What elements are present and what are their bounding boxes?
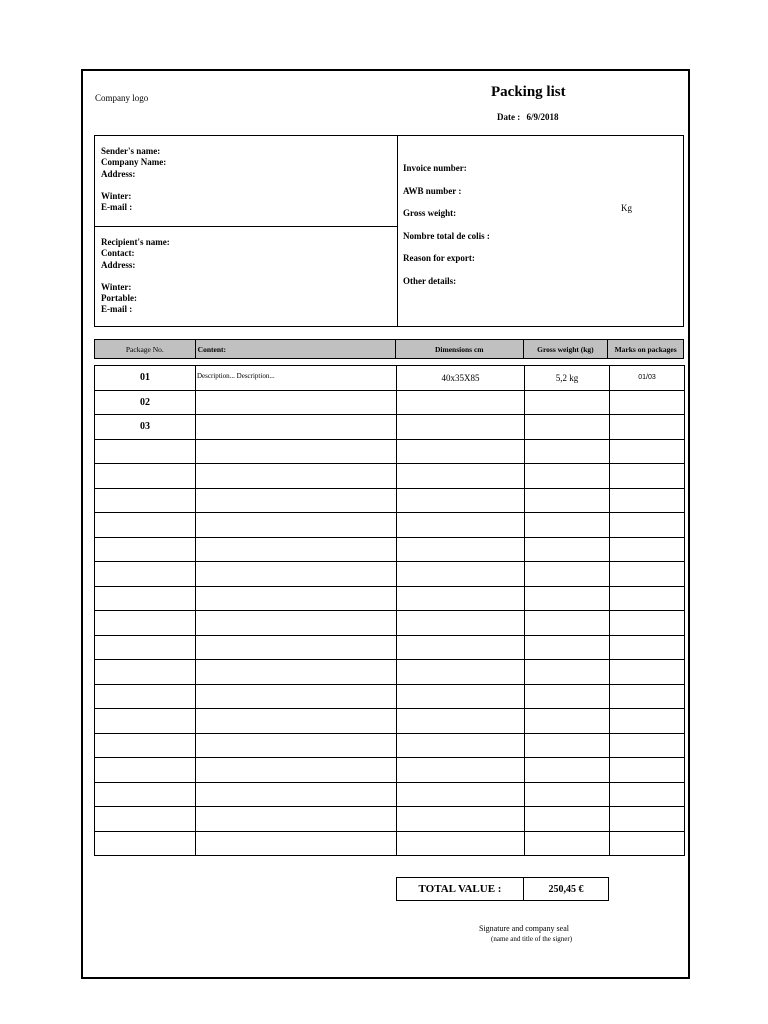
divider	[95, 226, 397, 227]
cell-dimensions	[397, 611, 525, 636]
cell-marks	[610, 807, 685, 832]
other-details-label: Other details:	[403, 275, 457, 286]
cell-content	[196, 660, 397, 685]
awb-number-label: AWB number :	[403, 185, 462, 196]
recipient-phone-label: Winter:	[101, 281, 132, 292]
cell-gross-weight	[525, 439, 610, 464]
cell-content	[196, 831, 397, 856]
table-row	[95, 684, 685, 709]
sender-company-label: Company Name:	[101, 157, 167, 168]
cell-marks	[610, 684, 685, 709]
table-row	[95, 782, 685, 807]
cell-dimensions	[397, 807, 525, 832]
table-row	[95, 807, 685, 832]
cell-content	[196, 807, 397, 832]
cell-gross-weight	[525, 611, 610, 636]
cell-content: Description... Description...	[196, 366, 397, 391]
cell-dimensions	[397, 562, 525, 587]
cell-package-no: 01	[95, 366, 196, 391]
table-row	[95, 439, 685, 464]
cell-marks	[610, 464, 685, 489]
cell-gross-weight	[525, 831, 610, 856]
table-row	[95, 733, 685, 758]
cell-dimensions	[397, 439, 525, 464]
total-colis-label: Nombre total de colis :	[403, 230, 490, 241]
cell-content	[196, 586, 397, 611]
cell-gross-weight	[525, 807, 610, 832]
cell-content	[196, 513, 397, 538]
cell-content	[196, 439, 397, 464]
cell-dimensions	[397, 635, 525, 660]
cell-package-no	[95, 611, 196, 636]
cell-content	[196, 733, 397, 758]
cell-content	[196, 684, 397, 709]
cell-dimensions	[397, 709, 525, 734]
cell-package-no	[95, 782, 196, 807]
cell-package-no: 03	[95, 415, 196, 440]
cell-package-no	[95, 537, 196, 562]
column-header-dimensions: Dimensions cm	[396, 340, 524, 358]
cell-gross-weight	[525, 782, 610, 807]
cell-content	[196, 611, 397, 636]
weight-unit: Kg	[621, 203, 632, 213]
table-header	[94, 339, 684, 359]
cell-gross-weight	[525, 390, 610, 415]
cell-content	[196, 758, 397, 783]
cell-dimensions	[397, 488, 525, 513]
recipient-contact-label: Contact:	[101, 248, 135, 259]
table-row	[95, 758, 685, 783]
cell-package-no	[95, 831, 196, 856]
cell-content	[196, 488, 397, 513]
cell-marks	[610, 733, 685, 758]
table-row	[95, 586, 685, 611]
cell-content	[196, 635, 397, 660]
table-row	[95, 635, 685, 660]
cell-marks	[610, 537, 685, 562]
column-header-marks: Marks on packages	[614, 344, 677, 354]
cell-gross-weight	[525, 684, 610, 709]
cell-content	[196, 782, 397, 807]
invoice-number-label: Invoice number:	[403, 163, 467, 173]
cell-package-no	[95, 513, 196, 538]
company-logo: Company logo	[95, 93, 149, 103]
cell-gross-weight	[525, 758, 610, 783]
signature-label: Signature and company seal	[479, 924, 569, 933]
cell-gross-weight	[525, 537, 610, 562]
sender-name-label: Sender's name:	[101, 146, 161, 156]
total-value-box	[396, 877, 609, 901]
cell-gross-weight	[525, 464, 610, 489]
recipient-mobile-label: Portable:	[101, 293, 137, 304]
cell-package-no	[95, 684, 196, 709]
cell-dimensions	[397, 586, 525, 611]
cell-marks	[610, 488, 685, 513]
gross-weight-label: Gross weight:	[403, 208, 457, 218]
cell-gross-weight	[525, 733, 610, 758]
cell-package-no	[95, 586, 196, 611]
column-header-content: Content:	[196, 340, 396, 358]
cell-gross-weight	[525, 586, 610, 611]
divider	[397, 136, 398, 326]
cell-gross-weight	[525, 709, 610, 734]
cell-gross-weight	[525, 660, 610, 685]
recipient-email-label: E-mail :	[101, 304, 133, 315]
cell-package-no	[95, 733, 196, 758]
cell-gross-weight: 5,2 kg	[525, 366, 610, 391]
table-row	[95, 513, 685, 538]
cell-marks	[610, 831, 685, 856]
cell-package-no	[95, 439, 196, 464]
table-row	[95, 366, 685, 391]
column-header-package-no: Package No.	[95, 340, 196, 358]
cell-marks	[610, 562, 685, 587]
sender-phone-label: Winter:	[101, 190, 132, 201]
cell-dimensions	[397, 390, 525, 415]
date-label: Date :	[497, 112, 521, 122]
cell-marks	[610, 439, 685, 464]
cell-dimensions	[397, 415, 525, 440]
cell-dimensions	[397, 513, 525, 538]
recipient-name-label: Recipient's name:	[101, 237, 170, 247]
cell-gross-weight	[525, 415, 610, 440]
cell-marks	[610, 660, 685, 685]
cell-dimensions	[397, 660, 525, 685]
cell-marks	[610, 415, 685, 440]
cell-dimensions	[397, 782, 525, 807]
signature-sublabel: (name and title of the signer)	[491, 935, 573, 943]
sender-block	[101, 146, 166, 213]
cell-package-no	[95, 758, 196, 783]
document-title: Packing list	[491, 84, 566, 100]
cell-dimensions	[397, 831, 525, 856]
cell-content	[196, 562, 397, 587]
table-row	[95, 611, 685, 636]
cell-content	[196, 390, 397, 415]
cell-package-no	[95, 635, 196, 660]
sender-address-label: Address:	[101, 168, 136, 179]
table-row	[95, 415, 685, 440]
table-row	[95, 537, 685, 562]
recipient-address-label: Address:	[101, 259, 136, 270]
cell-package-no	[95, 464, 196, 489]
cell-dimensions	[397, 684, 525, 709]
recipient-block	[101, 237, 170, 316]
cell-dimensions	[397, 733, 525, 758]
cell-package-no	[95, 562, 196, 587]
cell-package-no	[95, 709, 196, 734]
table-row	[95, 464, 685, 489]
cell-gross-weight	[525, 562, 610, 587]
total-value-label: TOTAL VALUE :	[397, 878, 524, 900]
address-info-box	[94, 135, 684, 327]
packages-table	[94, 365, 685, 856]
cell-dimensions	[397, 537, 525, 562]
cell-dimensions	[397, 758, 525, 783]
table-row	[95, 660, 685, 685]
cell-package-no	[95, 807, 196, 832]
total-value-amount: 250,45 €	[548, 883, 584, 895]
cell-content	[196, 415, 397, 440]
cell-content	[196, 464, 397, 489]
cell-package-no: 02	[95, 390, 196, 415]
cell-gross-weight	[525, 488, 610, 513]
date-line	[497, 112, 559, 122]
date-value: 6/9/2018	[526, 112, 559, 122]
table-row	[95, 390, 685, 415]
reason-export-label: Reason for export:	[403, 253, 475, 263]
cell-marks	[610, 635, 685, 660]
cell-dimensions: 40x35X85	[397, 366, 525, 391]
cell-marks	[610, 586, 685, 611]
cell-dimensions	[397, 464, 525, 489]
cell-gross-weight	[525, 513, 610, 538]
sender-email-label: E-mail :	[101, 202, 133, 213]
cell-content	[196, 709, 397, 734]
cell-marks	[610, 709, 685, 734]
cell-marks	[610, 611, 685, 636]
table-row	[95, 488, 685, 513]
cell-marks	[610, 758, 685, 783]
packing-list-page	[81, 69, 690, 979]
cell-gross-weight	[525, 635, 610, 660]
table-row	[95, 831, 685, 856]
table-row	[95, 709, 685, 734]
cell-marks: 01/03	[610, 366, 685, 391]
cell-content	[196, 537, 397, 562]
cell-package-no	[95, 660, 196, 685]
cell-package-no	[95, 488, 196, 513]
column-header-gross-weight: Gross weight (kg)	[524, 340, 609, 358]
shipment-block	[403, 157, 490, 292]
table-row	[95, 562, 685, 587]
cell-marks	[610, 782, 685, 807]
cell-marks	[610, 390, 685, 415]
cell-marks	[610, 513, 685, 538]
